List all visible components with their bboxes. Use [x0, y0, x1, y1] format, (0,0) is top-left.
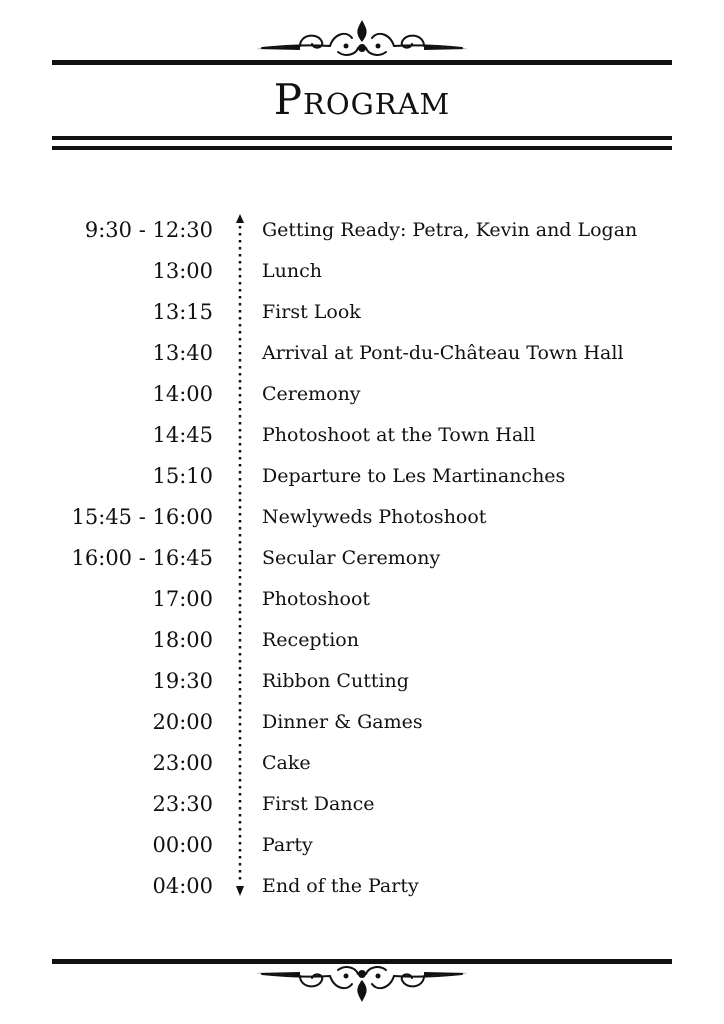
schedule-time: 23:30 — [152, 792, 213, 816]
schedule-event: Photoshoot — [262, 588, 371, 610]
schedule-time: 15:45 - 16:00 — [71, 505, 213, 529]
schedule-row — [0, 538, 724, 579]
schedule-event: First Look — [262, 301, 361, 323]
schedule-row — [0, 374, 724, 415]
schedule-event: Photoshoot at the Town Hall — [262, 424, 536, 446]
schedule-event: Getting Ready: Petra, Kevin and Logan — [262, 219, 638, 241]
schedule-time: 16:00 - 16:45 — [71, 546, 213, 570]
schedule-row — [0, 210, 724, 251]
schedule-event: Newlyweds Photoshoot — [262, 506, 487, 528]
schedule-time: 18:00 — [152, 628, 213, 652]
schedule-event: End of the Party — [262, 875, 419, 897]
schedule-time: 9:30 - 12:30 — [84, 218, 213, 242]
schedule-time: 13:15 — [152, 300, 213, 324]
schedule-time: 17:00 — [152, 587, 213, 611]
schedule-time: 14:45 — [152, 423, 213, 447]
schedule-row — [0, 866, 724, 907]
schedule-row — [0, 661, 724, 702]
schedule-event: Lunch — [262, 260, 322, 282]
schedule-time: 19:30 — [152, 669, 213, 693]
schedule-row — [0, 292, 724, 333]
schedule-row — [0, 825, 724, 866]
schedule-row — [0, 456, 724, 497]
schedule-event: Party — [262, 834, 313, 856]
schedule-list — [0, 210, 724, 907]
schedule-row — [0, 579, 724, 620]
schedule-event: Arrival at Pont-du-Château Town Hall — [262, 342, 624, 364]
schedule-time: 00:00 — [152, 833, 213, 857]
top-rule — [52, 60, 672, 65]
bottom-flourish-icon — [0, 962, 724, 1006]
schedule-time: 04:00 — [152, 874, 213, 898]
schedule-row — [0, 251, 724, 292]
schedule-time: 13:40 — [152, 341, 213, 365]
schedule-event: Dinner & Games — [262, 711, 423, 733]
schedule-time: 14:00 — [152, 382, 213, 406]
schedule-event: Reception — [262, 629, 359, 651]
schedule-row — [0, 497, 724, 538]
schedule-event: Secular Ceremony — [262, 547, 441, 569]
schedule-row — [0, 333, 724, 374]
schedule-event: Cake — [262, 752, 311, 774]
schedule-row — [0, 784, 724, 825]
schedule-time: 20:00 — [152, 710, 213, 734]
schedule-time: 15:10 — [152, 464, 213, 488]
title-rule-lower — [52, 146, 672, 150]
schedule-row — [0, 743, 724, 784]
schedule-event: First Dance — [262, 793, 375, 815]
schedule-time: 13:00 — [152, 259, 213, 283]
schedule-event: Ribbon Cutting — [262, 670, 409, 692]
page-title: Program — [273, 75, 451, 124]
schedule-row — [0, 415, 724, 456]
schedule-event: Departure to Les Martinanches — [262, 465, 566, 487]
title-rule-upper — [52, 136, 672, 140]
schedule-row — [0, 620, 724, 661]
schedule-event: Ceremony — [262, 383, 361, 405]
schedule-row — [0, 702, 724, 743]
schedule-time: 23:00 — [152, 751, 213, 775]
top-flourish-icon — [0, 16, 724, 60]
